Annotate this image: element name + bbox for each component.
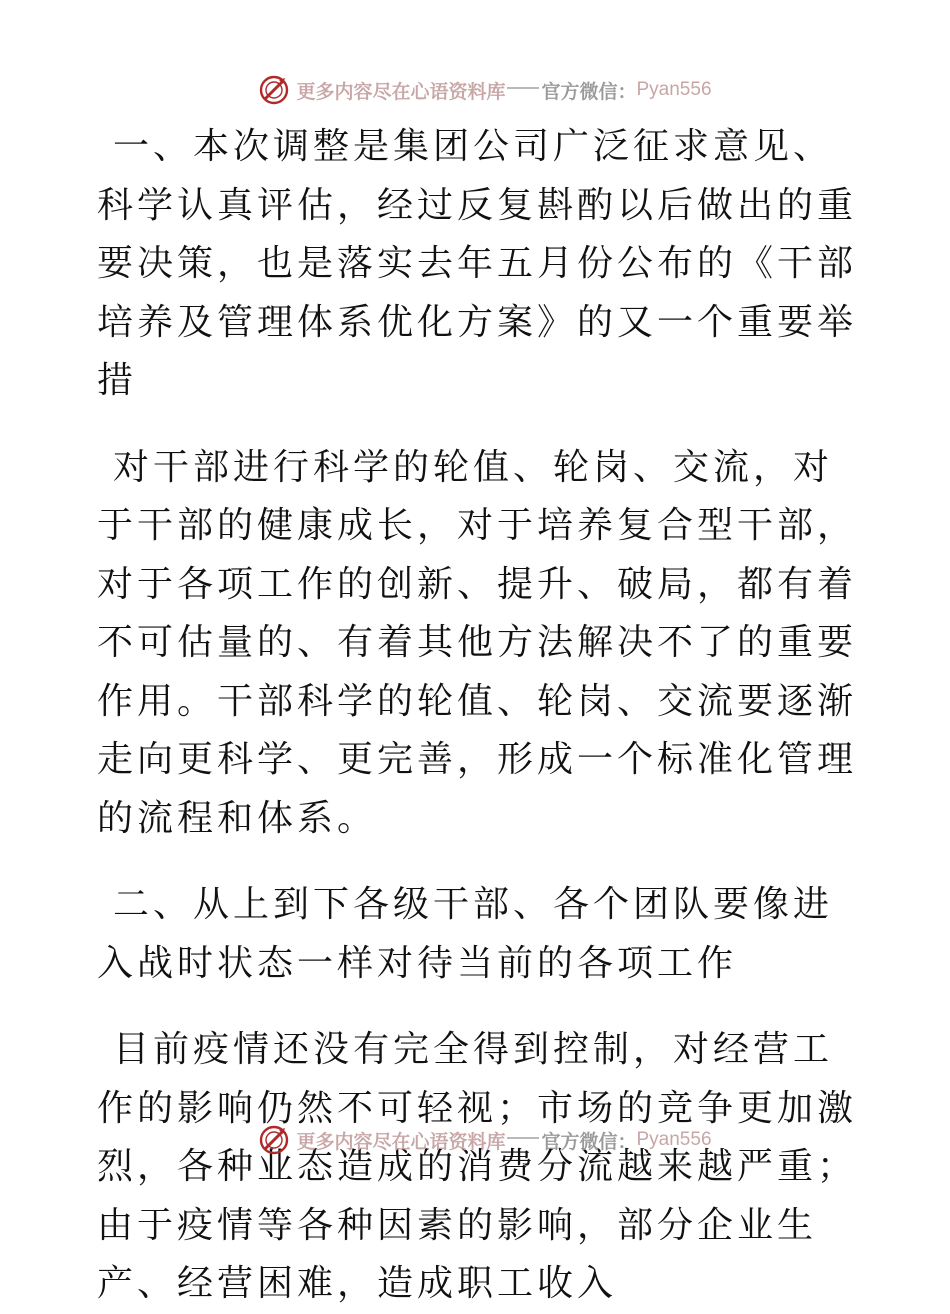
paragraph-gap [97, 411, 857, 439]
footer-banner [0, 1120, 950, 1160]
brand-logo-icon [258, 1124, 290, 1156]
paragraph-rotation-importance: 对干部进行科学的轮值、轮岗、交流，对于干部的健康成长，对于培养复合型干部，对于各项工作的创新、提升、破局，都有着不可估量的、有着其他方法解决不了的重要作用。干部科学的轮值、轮岗、交流要逐渐走向更科学、更完善，形成一个标准化管理的流程和体系。 [97, 446, 858, 839]
banner-dash-divider [507, 1137, 539, 1139]
header-banner [0, 70, 950, 110]
paragraph-gap [97, 993, 857, 1021]
banner-brand-text: 更多内容尽在心语资料库 [296, 1130, 506, 1153]
brand-logo-icon [258, 74, 290, 106]
paragraph-section-two-heading: 二、从上到下各级干部、各个团队要像进入战时状态一样对待当前的各项工作 [97, 884, 834, 984]
banner-official-label: 官方微信： [541, 80, 637, 103]
paragraph-section-one-heading: 一、本次调整是集团公司广泛征求意见、科学认真评估，经过反复斟酌以后做出的重要决策，也是落实去年五月份公布的《干部培养及管理体系优化方案》的又一个重要举措 [97, 126, 858, 401]
paragraph-gap [97, 848, 857, 876]
banner-official-id: Pyan556 [636, 1129, 712, 1150]
banner-dash-divider [507, 87, 539, 89]
paragraph-epidemic-situation: 目前疫情还没有完全得到控制，对经营工作的影响仍然不可轻视；市场的竞争更加激烈，各种业态造成的消费分流越来越严重；由于疫情等各种因素的影响，部分企业生产、经营困难，造成职工收入 [97, 1029, 858, 1304]
banner-brand-text: 更多内容尽在心语资料库 [296, 80, 506, 103]
banner-official-id: Pyan556 [636, 79, 712, 100]
banner-official-label: 官方微信： [541, 1130, 637, 1153]
